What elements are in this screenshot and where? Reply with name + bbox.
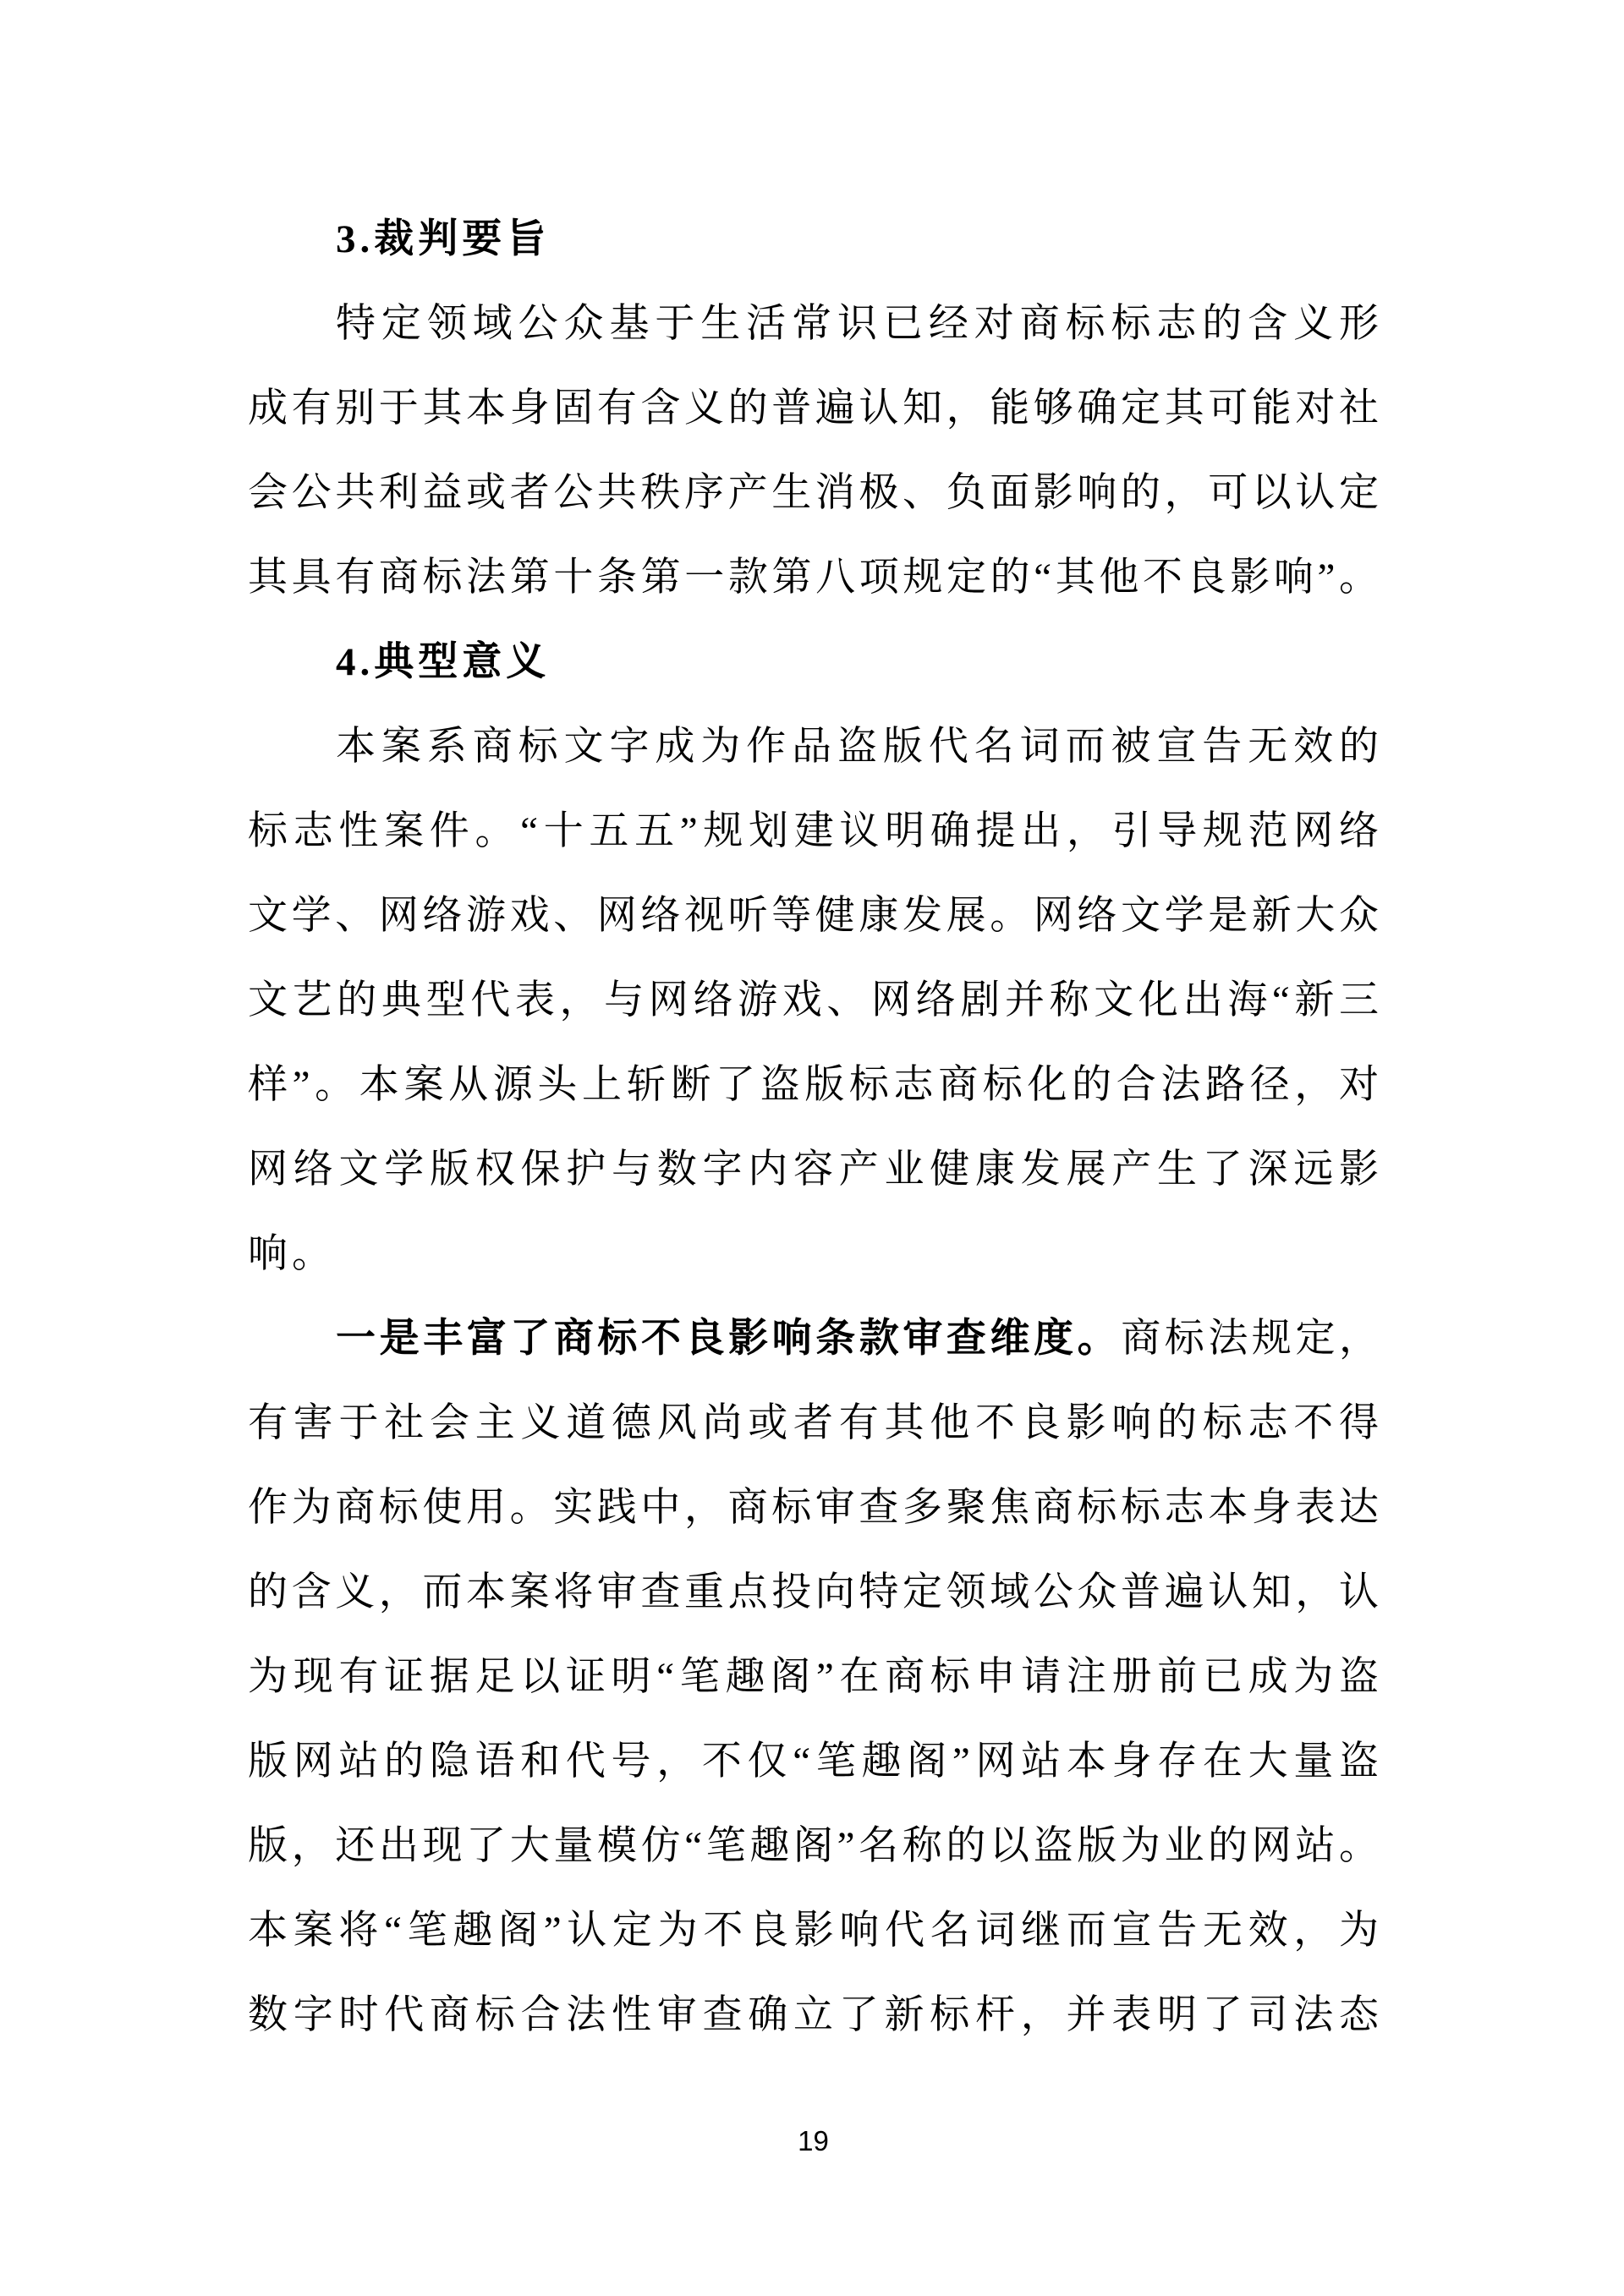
text-segment: 本案将“笔趣阁”认定为不良影响代名词继而宣告无效，为 (248, 1909, 1379, 1953)
para-3-line-1 (248, 1296, 1379, 1381)
text-segment: 其具有商标法第十条第一款第八项规定的“其他不良影响”。 (248, 556, 1379, 600)
page-number: 19 (798, 2125, 829, 2156)
para-2-line-4 (248, 958, 1379, 1043)
para-3-line-5 (248, 1635, 1379, 1719)
bold-text-segment: 4.典型意义 (336, 640, 551, 684)
text-segment: 作为商标使用。实践中，商标审查多聚焦商标标志本身表达 (248, 1486, 1379, 1530)
text-segment: 会公共利益或者公共秩序产生消极、负面影响的，可以认定 (248, 471, 1379, 515)
para-3-line-7 (248, 1804, 1379, 1888)
para-3-line-8 (248, 1888, 1379, 1973)
text-segment: 本案系商标文字成为作品盗版代名词而被宣告无效的 (336, 725, 1379, 769)
text-segment: 文艺的典型代表，与网络游戏、网络剧并称文化出海“新三 (248, 978, 1379, 1022)
heading-typical-significance (248, 620, 1379, 704)
para-2-line-1 (248, 704, 1379, 789)
bold-text-segment: 3.裁判要旨 (336, 217, 551, 261)
text-segment: 样”。本案从源头上斩断了盗版标志商标化的合法路径，对 (248, 1063, 1379, 1107)
text-segment: 版网站的隐语和代号，不仅“笔趣阁”网站本身存在大量盗 (248, 1740, 1379, 1784)
para-1-line-4 (248, 535, 1379, 620)
para-3-line-6 (248, 1719, 1379, 1804)
heading-ruling-gist (248, 197, 1379, 282)
para-2-line-3 (248, 874, 1379, 958)
para-3-line-2 (248, 1381, 1379, 1466)
para-2-line-5 (248, 1043, 1379, 1127)
bold-text-segment: 一是丰富了商标不良影响条款审查维度。 (336, 1317, 1122, 1361)
para-2-line-6 (248, 1127, 1379, 1212)
para-1-line-2 (248, 366, 1379, 451)
para-2-line-7 (248, 1212, 1379, 1296)
text-segment: 的含义，而本案将审查重点投向特定领域公众普遍认知，认 (248, 1570, 1379, 1614)
text-segment: 有害于社会主义道德风尚或者有其他不良影响的标志不得 (248, 1401, 1379, 1445)
para-3-line-4 (248, 1550, 1379, 1635)
para-1-line-1 (248, 282, 1379, 366)
text-segment: 为现有证据足以证明“笔趣阁”在商标申请注册前已成为盗 (248, 1655, 1379, 1699)
text-segment: 成有别于其本身固有含义的普遍认知，能够确定其可能对社 (248, 386, 1379, 430)
para-2-line-2 (248, 789, 1379, 874)
text-segment: 特定领域公众基于生活常识已经对商标标志的含义形 (336, 302, 1379, 346)
text-segment: 数字时代商标合法性审查确立了新标杆，并表明了司法态 (248, 1993, 1379, 2037)
para-3-line-9 (248, 1973, 1379, 2058)
para-1-line-3 (248, 451, 1379, 535)
text-segment: 标志性案件。“十五五”规划建议明确提出，引导规范网络 (248, 809, 1379, 853)
para-3-line-3 (248, 1466, 1379, 1550)
text-segment: 响。 (248, 1232, 336, 1276)
text-segment: 版，还出现了大量模仿“笔趣阁”名称的以盗版为业的网站。 (248, 1824, 1379, 1868)
text-segment: 网络文学版权保护与数字内容产业健康发展产生了深远影 (248, 1148, 1379, 1192)
document-text-block (248, 197, 1379, 2058)
text-segment: 商标法规定， (1121, 1317, 1379, 1361)
text-segment: 文学、网络游戏、网络视听等健康发展。网络文学是新大众 (248, 894, 1379, 938)
